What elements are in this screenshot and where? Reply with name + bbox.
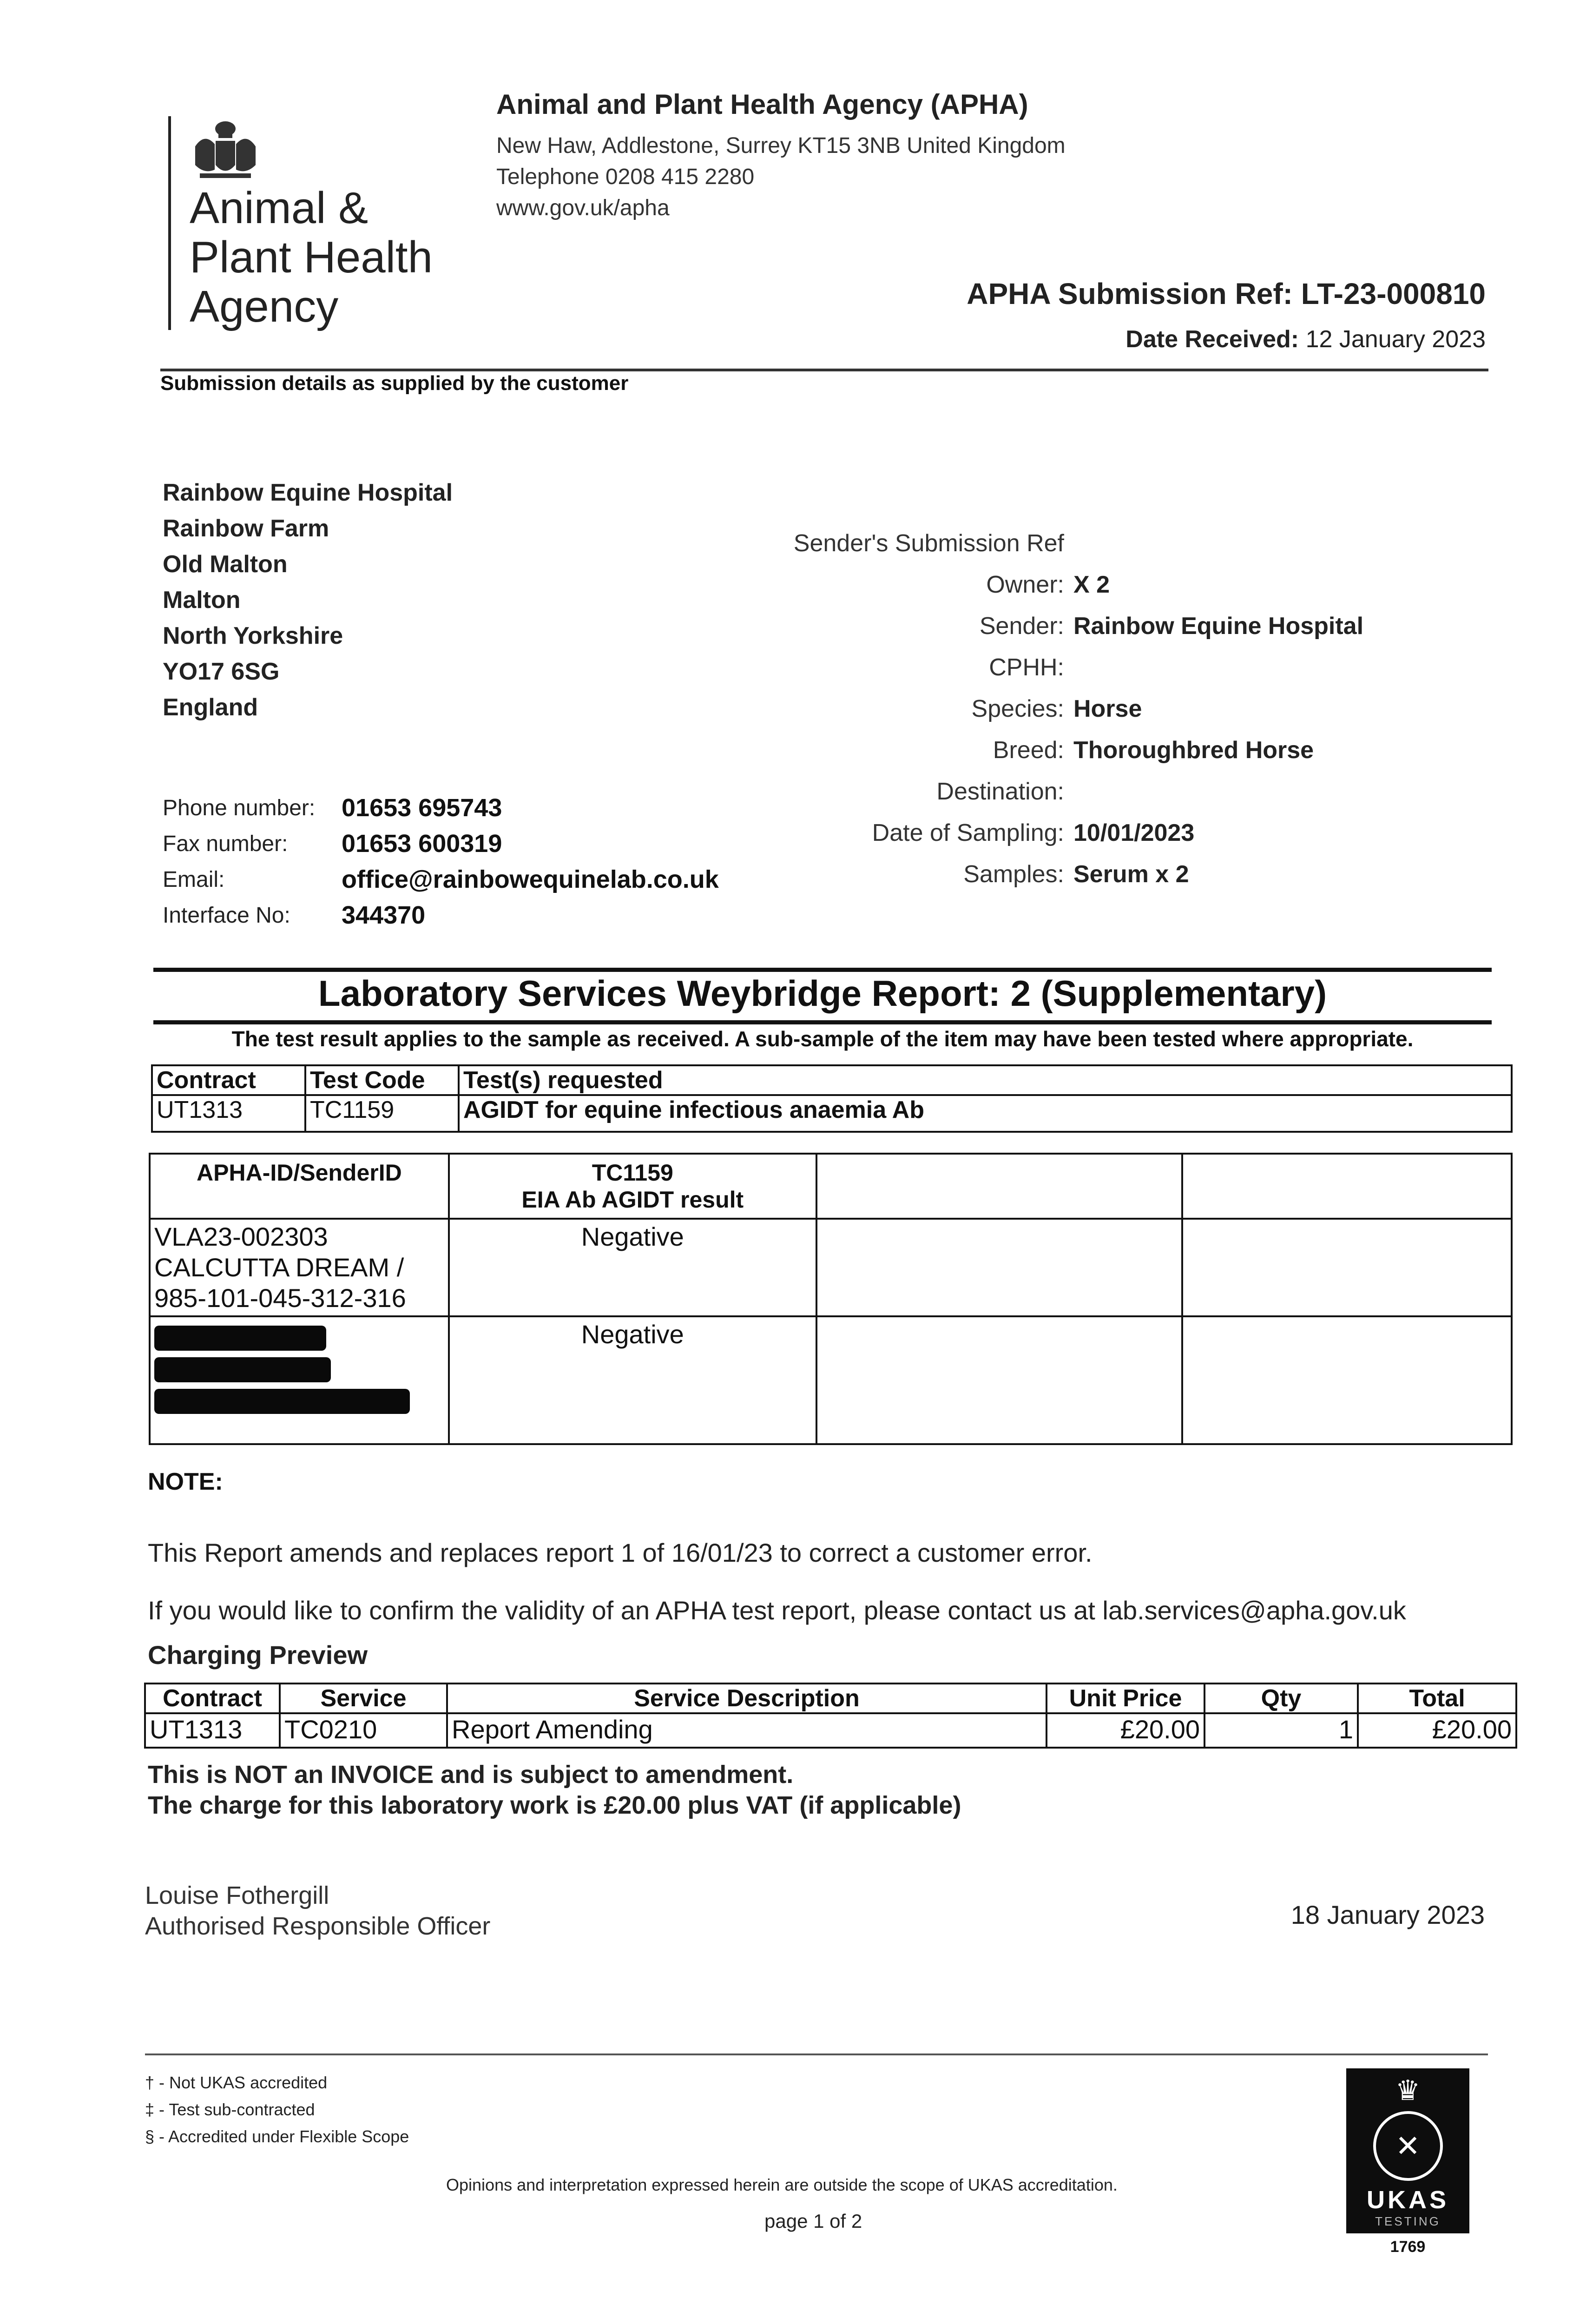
footnote: ‡ - Test sub-contracted <box>145 2100 315 2119</box>
empty-cell <box>816 1316 1182 1444</box>
report-title-rule-bottom <box>153 1020 1492 1024</box>
sample-detail-label: CPHH: <box>989 654 1064 681</box>
note-validity: If you would like to confirm the validity of an APHA test report, please contact us at lab.services@apha.gov.uk <box>148 1596 1406 1625</box>
test-code: TC1159 <box>592 1160 673 1186</box>
royal-crest-icon <box>186 119 265 181</box>
table-cell: Report Amending <box>447 1713 1046 1748</box>
table-cell: AGIDT for equine infectious anaemia Ab <box>459 1095 1512 1132</box>
report-subtitle: The test result applies to the sample as received. A sub-sample of the item may have been tested where appropriate. <box>231 1027 1414 1051</box>
header-divider <box>160 369 1488 371</box>
footnote: § - Accredited under Flexible Scope <box>145 2127 409 2146</box>
sample-detail-value: X 2 <box>1073 571 1110 598</box>
agency-address: New Haw, Addlestone, Surrey KT15 3NB United Kingdom <box>496 133 1066 158</box>
contact-label: Email: <box>163 867 225 892</box>
table-cell: £20.00 <box>1358 1713 1516 1748</box>
sample-detail-row <box>706 854 1450 895</box>
empty-cell <box>1182 1316 1512 1444</box>
charging-table <box>144 1683 1517 1749</box>
date-received-label: Date Received: <box>1125 326 1299 353</box>
charge-text: The charge for this laboratory work is £20.00 plus VAT (if applicable) <box>148 1791 961 1819</box>
tests-requested-table <box>151 1064 1513 1133</box>
table-cell: £20.00 <box>1046 1713 1204 1748</box>
date-received <box>1125 325 1486 353</box>
address-line: Old Malton <box>163 551 288 578</box>
ukas-logo <box>1346 2068 1469 2233</box>
col-header-empty <box>816 1154 1182 1219</box>
sample-detail-label: Breed: <box>993 737 1064 764</box>
sample-id-line: 985-101-045-312-316 <box>154 1283 406 1313</box>
table-cell: UT1313 <box>145 1713 280 1748</box>
sample-detail-row <box>706 523 1450 564</box>
col-header: Service Description <box>447 1684 1046 1713</box>
empty-cell <box>1182 1219 1512 1316</box>
contact-value: office@rainbowequinelab.co.uk <box>342 865 719 893</box>
contact-row <box>163 826 719 862</box>
sample-id-cell <box>150 1219 449 1316</box>
col-header: Qty <box>1204 1684 1358 1713</box>
table-cell: UT1313 <box>152 1095 305 1132</box>
sample-detail-row <box>706 812 1450 854</box>
ukas-brand: UKAS <box>1366 2186 1449 2214</box>
agency-contact-block <box>496 130 1066 224</box>
col-header: Test(s) requested <box>459 1065 1512 1095</box>
table-header-row <box>150 1154 1512 1219</box>
submission-details-heading: Submission details as supplied by the customer <box>160 372 629 395</box>
table-header-row <box>152 1065 1512 1095</box>
logo-line: Plant Health <box>190 232 433 282</box>
empty-cell <box>816 1219 1182 1316</box>
report-title-rule-top <box>153 968 1492 972</box>
sample-id-cell-redacted <box>150 1316 449 1444</box>
redaction-bar <box>154 1357 331 1382</box>
contact-row <box>163 790 719 826</box>
sample-detail-value <box>1064 523 1073 564</box>
footer-divider <box>145 2053 1488 2055</box>
ukas-number: 1769 <box>1390 2238 1426 2256</box>
sample-detail-value: Rainbow Equine Hospital <box>1073 613 1364 640</box>
sample-detail-label: Species: <box>971 695 1064 722</box>
sample-detail-row <box>706 564 1450 606</box>
sign-date: 18 January 2023 <box>1290 1900 1485 1929</box>
col-header: Contract <box>145 1684 280 1713</box>
footnote: † - Not UKAS accredited <box>145 2073 328 2092</box>
redaction-bar <box>154 1389 410 1414</box>
contact-value: 01653 695743 <box>342 794 502 822</box>
sample-detail-row <box>706 771 1450 812</box>
table-row <box>152 1095 1512 1132</box>
signatory-role: Authorised Responsible Officer <box>145 1912 491 1940</box>
date-received-value: 12 January 2023 <box>1305 326 1486 353</box>
sample-detail-label: Owner: <box>986 571 1064 598</box>
logo-divider <box>168 116 171 330</box>
table-row <box>150 1316 1512 1444</box>
note-heading: NOTE: <box>148 1468 223 1495</box>
address-line: YO17 6SG <box>163 658 280 685</box>
sample-detail-label: Sender: <box>979 613 1064 640</box>
ukas-testing: TESTING <box>1375 2214 1441 2228</box>
customer-address <box>163 475 453 726</box>
table-cell: TC1159 <box>305 1095 459 1132</box>
address-line: Malton <box>163 587 241 614</box>
footnotes <box>145 2069 409 2150</box>
sample-detail-value: Thoroughbred Horse <box>1073 737 1314 764</box>
sample-detail-row <box>706 647 1450 688</box>
result-cell: Negative <box>449 1219 816 1316</box>
agency-telephone: Telephone 0208 415 2280 <box>496 165 755 189</box>
address-line: Rainbow Equine Hospital <box>163 479 453 506</box>
col-header: Test Code <box>305 1065 459 1095</box>
sample-detail-value: Serum x 2 <box>1073 861 1189 888</box>
col-header: Total <box>1358 1684 1516 1713</box>
sample-detail-row <box>706 688 1450 730</box>
redaction-bar <box>154 1326 326 1351</box>
sample-detail-value: 10/01/2023 <box>1073 819 1195 846</box>
agency-logo-text <box>190 184 433 331</box>
not-invoice-text: This is NOT an INVOICE and is subject to amendment. <box>148 1761 794 1789</box>
table-cell: TC0210 <box>280 1713 447 1748</box>
ukas-disclaimer: Opinions and interpretation expressed herein are outside the scope of UKAS accreditation. <box>446 2175 1118 2194</box>
sample-detail-label: Samples: <box>963 861 1064 888</box>
address-line: Rainbow Farm <box>163 515 329 542</box>
sample-detail-row <box>706 730 1450 771</box>
agency-name: Animal and Plant Health Agency (APHA) <box>496 89 1028 120</box>
sample-detail-value <box>1064 647 1073 688</box>
submission-ref: APHA Submission Ref: LT-23-000810 <box>967 277 1486 310</box>
logo-line: Animal & <box>190 183 369 233</box>
agency-website: www.gov.uk/apha <box>496 196 670 220</box>
contact-row <box>163 862 719 898</box>
col-header-test <box>449 1154 816 1219</box>
contact-label: Interface No: <box>163 903 290 928</box>
col-header: Unit Price <box>1046 1684 1204 1713</box>
table-header-row <box>145 1684 1516 1713</box>
address-line: England <box>163 694 258 721</box>
sample-detail-label: Sender's Submission Ref <box>793 530 1064 557</box>
crown-icon: ♛ <box>1395 2075 1421 2106</box>
signatory-name: Louise Fothergill <box>145 1882 329 1909</box>
col-header-empty <box>1182 1154 1512 1219</box>
sample-details <box>706 523 1450 895</box>
contact-value: 01653 600319 <box>342 830 502 858</box>
table-cell: 1 <box>1204 1713 1358 1748</box>
customer-contacts <box>163 790 719 933</box>
contact-value: 344370 <box>342 901 426 929</box>
test-name: EIA Ab AGIDT result <box>521 1187 744 1213</box>
sample-id-line: VLA23-002303 <box>154 1222 328 1251</box>
result-cell: Negative <box>449 1316 816 1444</box>
note-amendment: This Report amends and replaces report 1 of 16/01/23 to correct a customer error. <box>148 1538 1093 1567</box>
sample-detail-label: Destination: <box>936 778 1064 805</box>
logo-line: Agency <box>190 282 339 331</box>
contact-label: Fax number: <box>163 832 288 856</box>
table-row <box>145 1713 1516 1748</box>
sample-detail-row <box>706 606 1450 647</box>
col-header: Service <box>280 1684 447 1713</box>
address-line: North Yorkshire <box>163 622 343 649</box>
contact-label: Phone number: <box>163 796 316 820</box>
signatory <box>145 1880 490 1941</box>
sample-detail-value: Horse <box>1073 695 1142 722</box>
col-header: Contract <box>152 1065 305 1095</box>
sample-id-line: CALCUTTA DREAM / <box>154 1253 404 1282</box>
sample-detail-value <box>1064 771 1073 812</box>
charging-preview-heading: Charging Preview <box>148 1640 368 1670</box>
table-row <box>150 1219 1512 1316</box>
invoice-disclaimer <box>148 1759 961 1821</box>
col-header-id: APHA-ID/SenderID <box>150 1154 449 1219</box>
ukas-ring-icon: ✕ <box>1373 2111 1443 2181</box>
sample-detail-label: Date of Sampling: <box>872 819 1064 846</box>
contact-row <box>163 898 719 933</box>
results-table <box>149 1153 1513 1445</box>
report-title: Laboratory Services Weybridge Report: 2 (Supplementary) <box>318 973 1327 1014</box>
page-number: page 1 of 2 <box>764 2210 862 2232</box>
